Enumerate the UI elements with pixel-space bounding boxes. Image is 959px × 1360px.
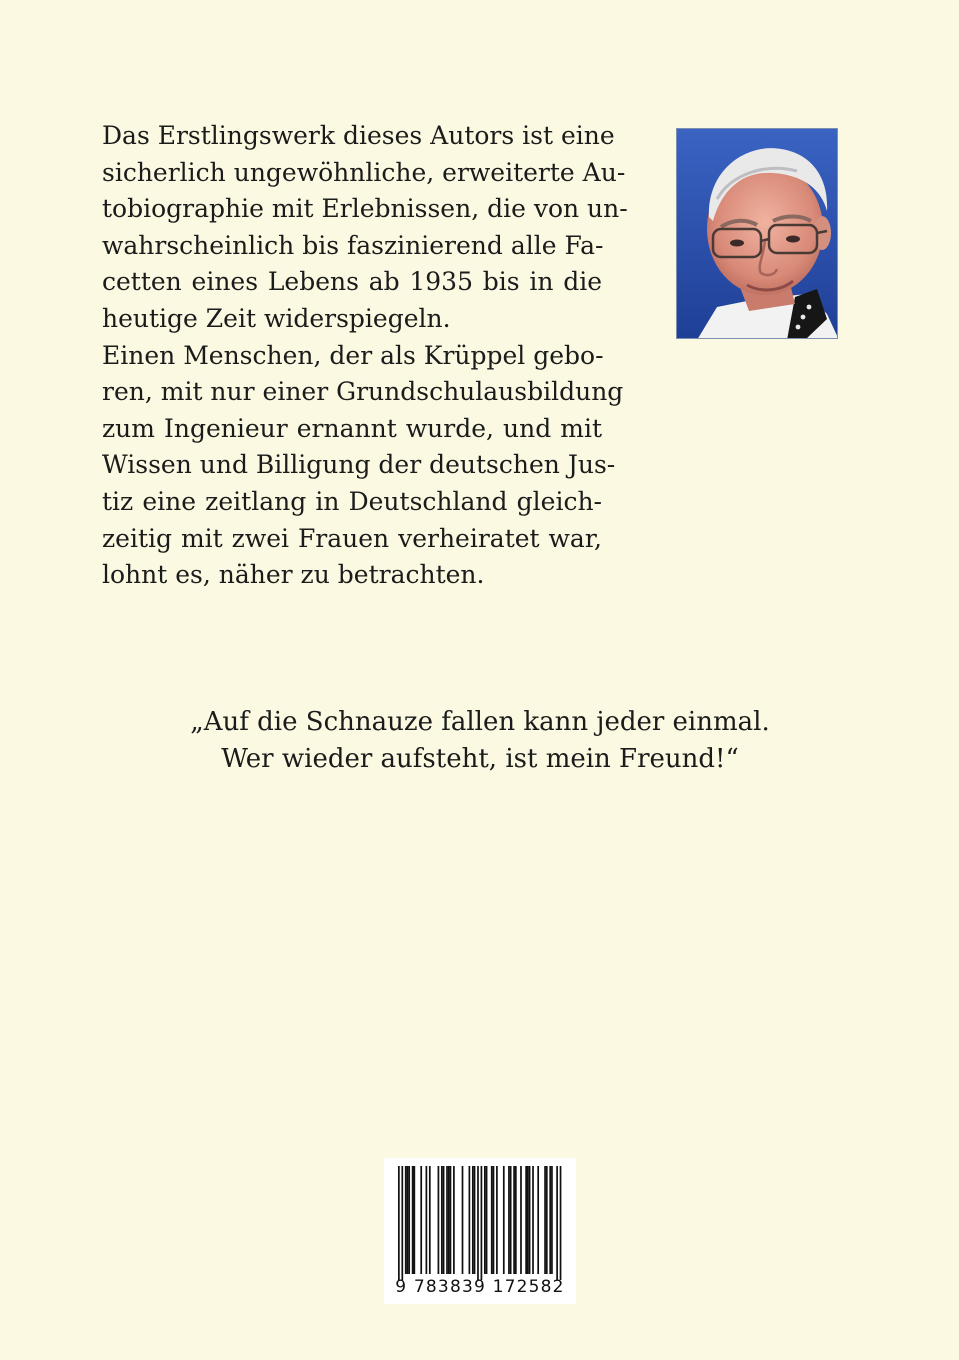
barcode-bar xyxy=(529,1166,531,1274)
barcode-bar xyxy=(426,1166,428,1274)
blurb-line: zum Ingenieur ernannt wurde, und mit xyxy=(102,413,602,443)
blurb-line: Das Erstlingswerk dieses Autors ist eine xyxy=(102,121,615,150)
barcode-bar xyxy=(508,1166,510,1274)
blurb-line: heutige Zeit widerspiegeln. xyxy=(102,303,451,333)
barcode-bar xyxy=(398,1166,400,1280)
barcode-bar xyxy=(496,1166,498,1274)
barcode-bar xyxy=(491,1166,493,1274)
barcode-bar xyxy=(438,1166,440,1274)
barcode-bar xyxy=(462,1166,464,1274)
barcode-bar xyxy=(474,1166,476,1274)
barcode-bar xyxy=(484,1166,486,1274)
barcode-bar xyxy=(556,1166,558,1280)
quote-line-2: Wer wieder aufsteht, ist mein Freund!“ xyxy=(221,744,739,774)
blurb-line: tobiographie mit Erlebnissen, die von un- xyxy=(102,194,628,224)
barcode-bar xyxy=(420,1166,422,1274)
barcode-bar xyxy=(443,1166,445,1274)
barcode-bar xyxy=(446,1166,448,1274)
barcode-bar xyxy=(520,1166,522,1274)
barcode-bar xyxy=(486,1166,488,1274)
barcode-bar xyxy=(413,1166,415,1274)
barcode-bar xyxy=(477,1166,479,1280)
barcode-bar xyxy=(549,1166,551,1274)
blurb-line: Wissen und Billigung der deutschen Jus- xyxy=(102,450,616,480)
quote-line-1: „Auf die Schnauze fallen kann jeder einmal. xyxy=(190,707,770,737)
isbn-barcode xyxy=(384,1158,576,1304)
barcode-bar xyxy=(527,1166,529,1274)
barcode-bar xyxy=(412,1166,414,1274)
barcode-bar xyxy=(469,1166,471,1274)
barcode-bar xyxy=(441,1166,443,1274)
barcode-bar xyxy=(405,1166,407,1274)
back-cover-blurb xyxy=(102,118,628,594)
barcode-bar xyxy=(544,1166,546,1274)
barcode-bar xyxy=(448,1166,450,1274)
barcode-bar xyxy=(472,1166,474,1274)
barcode-bar xyxy=(453,1166,455,1274)
barcode-bar xyxy=(493,1166,495,1274)
barcode-bar xyxy=(510,1166,512,1274)
blurb-line: tiz eine zeitlang in Deutschland gleich- xyxy=(102,486,602,516)
author-photo xyxy=(676,128,838,339)
barcode-bar xyxy=(515,1166,517,1274)
blurb-line: wahrscheinlich bis faszinierend alle Fa- xyxy=(102,230,604,260)
blurb-line: lohnt es, näher zu betrachten. xyxy=(102,560,485,590)
barcode-bar xyxy=(408,1166,410,1274)
barcode-bar xyxy=(407,1166,409,1274)
blurb-line: Einen Menschen, der als Krüppel gebo- xyxy=(102,340,604,370)
barcode-bar xyxy=(450,1166,452,1274)
barcode-bar xyxy=(481,1166,483,1280)
blurb-line: zeitig mit zwei Frauen verheiratet war, xyxy=(102,523,602,553)
author-portrait-illustration xyxy=(677,129,838,339)
blurb-line: sicherlich ungewöhnliche, erweiterte Au- xyxy=(102,157,626,187)
barcode-bar xyxy=(429,1166,431,1274)
barcode-bar xyxy=(401,1166,403,1280)
blurb-line: cetten eines Lebens ab 1935 bis in die xyxy=(102,267,602,297)
barcode-bar xyxy=(513,1166,515,1274)
barcode-bar xyxy=(560,1166,562,1280)
author-quote xyxy=(150,704,810,778)
blurb-line: ren, mit nur einer Grundschulausbildung xyxy=(102,377,624,407)
barcode-bar xyxy=(537,1166,539,1274)
barcode-bar xyxy=(525,1166,527,1274)
barcode-bar xyxy=(503,1166,505,1274)
barcode-bar xyxy=(551,1166,553,1274)
barcode-bar xyxy=(532,1166,534,1274)
isbn-number: 9 783839 172582 xyxy=(395,1277,565,1297)
barcode-bar xyxy=(546,1166,548,1274)
